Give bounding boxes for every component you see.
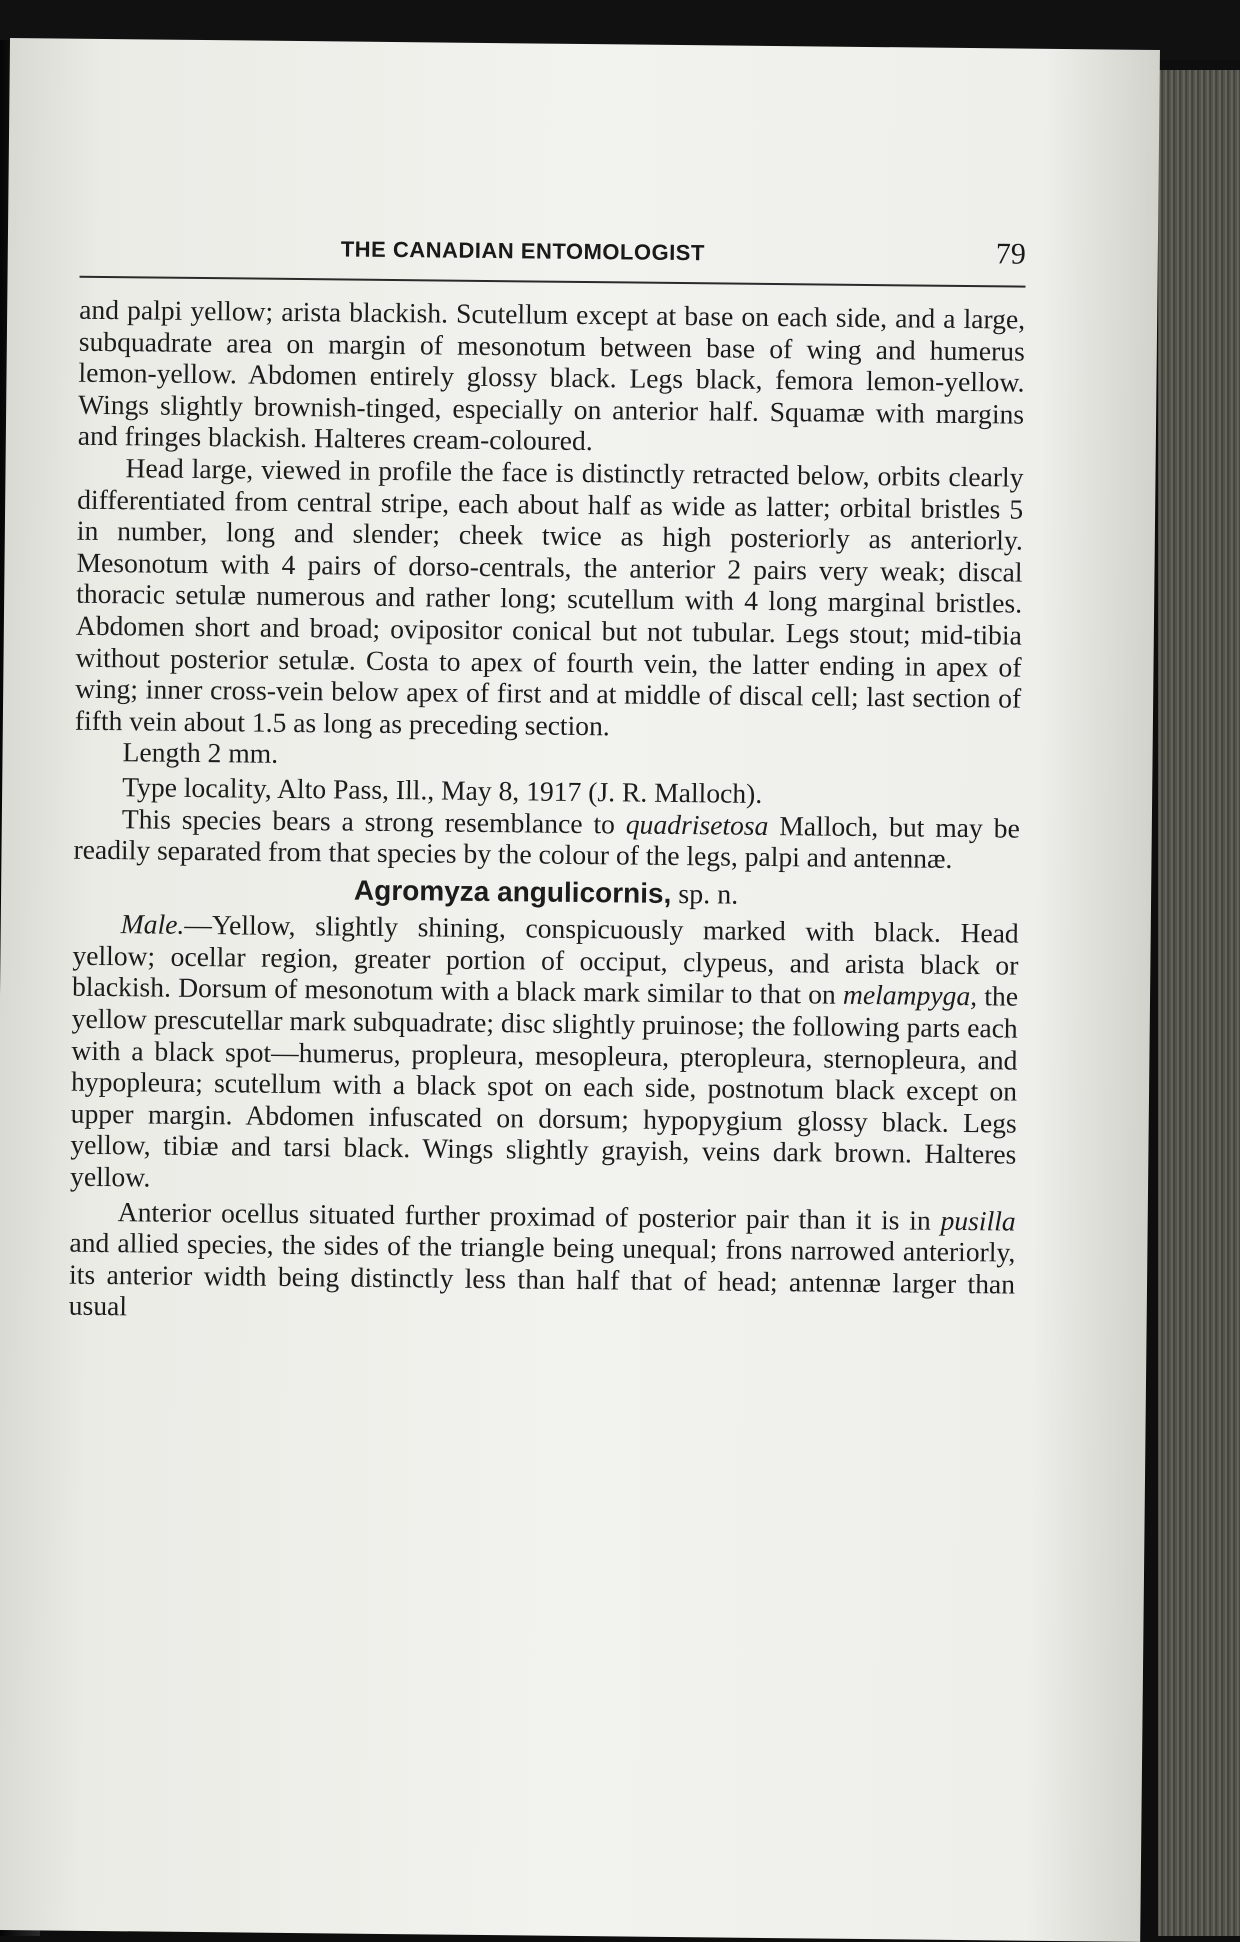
text: Malloch, but may be readily separated from that species by the colour of the legs, palpi and antennæ. (73, 809, 1020, 874)
paragraph: and palpi yellow; arista blackish. Scutellum except at base on each side, and a large, subquadrate area on margin of mesonotum between base of wing and humerus lemon-yellow. Abdomen entirely glossy black. Legs black, femora lemon-yellow. Wings slightly brownish-tinged, especially on anterior half. Squamæ with margins and fringes blackish. Halteres cream-coloured. (77, 293, 1026, 457)
paragraph (70, 908, 1019, 1202)
italic-species: melampyga, (842, 979, 978, 1012)
page-header (79, 234, 1026, 304)
paragraph: Length 2 mm. (122, 736, 279, 770)
page-body (69, 294, 1026, 1332)
paragraph (69, 1195, 1016, 1331)
page-edges (1158, 70, 1240, 1936)
species-heading (73, 871, 1019, 913)
italic-lead: Male. (120, 908, 185, 941)
text: This species bears a strong resemblance to (121, 802, 627, 839)
italic-species: quadrisetosa (625, 807, 769, 841)
paragraph: Type locality, Alto Pass, Ill., May 8, 1917 (J. R. Malloch). (122, 771, 763, 809)
running-head: THE CANADIAN ENTOMOLOGIST (340, 236, 705, 266)
text: —Yellow, slightly shining, conspicuously marked with black. Head yellow; ocellar region, greater portion of occiput, clypeus, and arista black or blackish. Dorsum of mesonotum with a black mark similar to that on (71, 909, 1019, 1011)
italic-species: pusilla (940, 1204, 1016, 1237)
text: Anterior ocellus situated further proximad of posterior pair than it is in (117, 1195, 941, 1236)
page-number: 79 (995, 237, 1026, 271)
species-suffix: sp. n. (671, 878, 739, 911)
text: and allied species, the sides of the triangle being unequal; frons narrowed anteriorly, its anterior width being distinctly less than half that of head; antennæ larger than usual (68, 1226, 1016, 1322)
paragraph: Head large, viewed in profile the face is distinctly retracted below, orbits clearly differentiated from central stripe, each about half as wide as latter; orbital bristles 5 in number, long and slender; cheek twice as high posteriorly as anteriorly. Mesonotum with 4 pairs of dorso-centrals, the anterior 2 pairs very weak; discal thoracic setulæ numerous and rather long; scutellum with 4 long marginal bristles. Abdomen short and broad; ovipositor conical but not tubular. Legs stout; mid-tibia without posterior setulæ. Costa to apex of fourth vein, the latter ending in apex of wing; inner cross-vein below apex of first and at middle of discal cell; last section of fifth vein about 1.5 as long as preceding section. (74, 452, 1024, 742)
paragraph (73, 802, 1020, 875)
text: the yellow prescutellar mark subquadrate; disc slightly pruinose; the following parts each with a black spot—humerus, propleura, mesopleura, pteropleura, sternopleura, and hypopleura; scutellum with a black spot on each side, postnotum black except on upper margin. Abdomen infuscated on dorsum; hypopygium glossy black. Legs yellow, tibiæ and tarsi black. Wings slightly grayish, veins dark brown. Halteres yellow. (69, 980, 1019, 1193)
book-page (0, 38, 1160, 1942)
species-name: Agromyza angulicornis, (353, 874, 672, 909)
header-rule (80, 276, 1026, 288)
